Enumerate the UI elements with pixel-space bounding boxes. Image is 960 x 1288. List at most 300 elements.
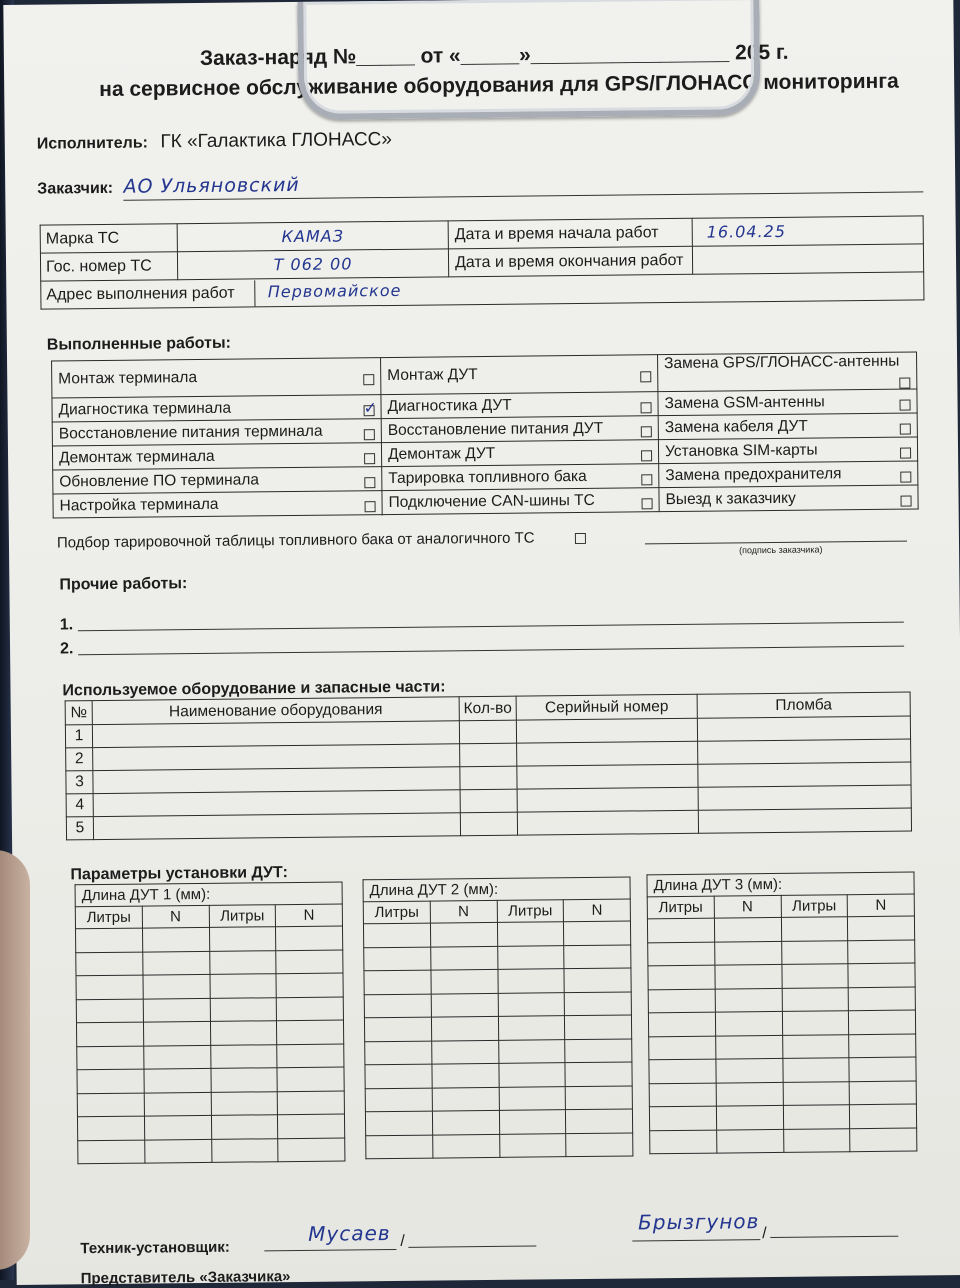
work-item-label: Диагностика терминала — [58, 399, 232, 418]
dut-cell[interactable] — [783, 1081, 850, 1105]
dut-row — [76, 1020, 343, 1046]
end-label: Дата и время окончания работ — [448, 246, 692, 277]
dut-table-3 — [646, 872, 917, 1155]
executor-label: Исполнитель: — [36, 134, 149, 153]
dut-cell[interactable] — [782, 987, 849, 1011]
dut-cell[interactable] — [497, 922, 564, 946]
work-item — [382, 488, 659, 515]
dut-cell[interactable] — [850, 1128, 917, 1152]
dut-col-liters: Литры — [209, 905, 276, 928]
dut-row — [649, 1104, 916, 1130]
dut-row — [648, 1010, 915, 1036]
customer-representative-label: Представитель «Заказчика» — [80, 1268, 291, 1288]
equipment-cell[interactable] — [460, 766, 517, 790]
work-item — [658, 437, 917, 464]
work-item — [52, 443, 381, 470]
work-item-label: Выезд к заказчику — [665, 489, 796, 508]
work-item — [381, 440, 658, 467]
work-item-checkbox[interactable] — [641, 402, 652, 413]
executor-value: ГК «Галактика ГЛОНАСС» — [160, 128, 393, 153]
dut-col-n: N — [563, 899, 630, 922]
dut-row — [77, 1090, 344, 1116]
dut-cell[interactable] — [77, 1093, 144, 1117]
dut-cell[interactable] — [782, 1011, 849, 1035]
work-item — [381, 392, 658, 419]
dut-cell[interactable] — [565, 1062, 632, 1086]
work-item-label: Демонтаж ДУТ — [387, 444, 496, 463]
order-year-suffix: 5 г. — [758, 40, 789, 65]
dut-row — [647, 916, 914, 942]
dut-row — [76, 997, 343, 1023]
dut-cell[interactable] — [364, 947, 431, 971]
equipment-cell[interactable] — [516, 718, 697, 743]
equipment-cell[interactable] — [460, 743, 517, 767]
other-work-2-number: 2. — [59, 640, 74, 658]
work-item — [658, 352, 917, 392]
work-item — [53, 467, 382, 494]
dut-cell[interactable] — [715, 1035, 782, 1059]
dut-cell[interactable] — [498, 1039, 565, 1063]
plate-label: Гос. номер ТС — [40, 252, 177, 281]
work-item — [381, 355, 658, 395]
equipment-row-number: 2 — [66, 748, 93, 771]
equipment-cell[interactable] — [460, 789, 517, 813]
dut-cell[interactable] — [277, 1020, 344, 1044]
dut-cell[interactable] — [716, 1082, 783, 1106]
dut-row — [649, 1034, 916, 1060]
dut-row — [76, 950, 343, 976]
dut-cell[interactable] — [430, 922, 497, 946]
equipment-cell[interactable] — [517, 741, 698, 766]
dut-cell[interactable] — [76, 928, 143, 952]
dut-cell[interactable] — [365, 1041, 432, 1065]
equipment-cell[interactable] — [93, 813, 460, 840]
work-item-checkbox[interactable] — [363, 374, 374, 385]
dut-header-row — [647, 894, 914, 919]
equipment-heading: Используемое оборудование и запасные части: — [62, 678, 446, 700]
dut-cell[interactable] — [142, 951, 209, 975]
dut-cell[interactable] — [430, 946, 497, 970]
customer-row — [37, 174, 300, 199]
dut-cell[interactable] — [143, 974, 210, 998]
dut-cell[interactable] — [278, 1137, 345, 1161]
equipment-cell[interactable] — [460, 812, 517, 836]
work-item — [382, 464, 659, 491]
dut-cell[interactable] — [498, 1016, 565, 1040]
dut-cell[interactable] — [432, 1087, 499, 1111]
dut-cell[interactable] — [782, 1058, 849, 1082]
equipment-column-header: Наименование оборудования — [92, 697, 459, 725]
dut-cell[interactable] — [142, 927, 209, 951]
dut-cell[interactable] — [848, 987, 915, 1011]
dut-cell[interactable] — [276, 950, 343, 974]
other-work-1-line[interactable] — [78, 622, 904, 632]
equipment-cell[interactable] — [698, 762, 911, 787]
technician-name[interactable]: Брызгунов — [637, 1209, 760, 1235]
dut-cell[interactable] — [276, 997, 343, 1021]
dut-title: Длина ДУТ 1 (мм): — [75, 882, 342, 907]
dut-cell[interactable] — [143, 998, 210, 1022]
dut-cell[interactable] — [210, 1068, 277, 1092]
dut-cell[interactable] — [77, 1116, 144, 1140]
dut-cell[interactable] — [565, 1015, 632, 1039]
dut-cell[interactable] — [277, 1067, 344, 1091]
dut-row — [364, 1015, 631, 1041]
dut-cell[interactable] — [432, 1063, 499, 1087]
dut-row — [365, 1038, 632, 1064]
dut-table-2 — [362, 876, 633, 1159]
dut-row — [366, 1132, 633, 1158]
dut-cell[interactable] — [365, 1111, 432, 1135]
executor-row — [37, 129, 392, 155]
dut-cell[interactable] — [565, 1085, 632, 1109]
dut-cell[interactable] — [781, 917, 848, 941]
address-value[interactable]: Первомайское — [267, 280, 402, 301]
equipment-cell[interactable] — [698, 739, 911, 764]
dut-cell[interactable] — [714, 917, 781, 941]
work-item — [658, 389, 917, 416]
brand-label: Марка ТС — [40, 224, 177, 253]
work-item-label: Монтаж терминала — [58, 369, 198, 388]
clipboard-clip — [297, 0, 760, 120]
work-order-sheet — [3, 0, 960, 1288]
work-item-label: Замена GPS/ГЛОНАСС-антенны — [664, 352, 900, 373]
dut-col-liters: Литры — [497, 900, 564, 923]
dut-col-n: N — [276, 904, 343, 927]
equipment-cell[interactable] — [517, 810, 698, 835]
dut-cell[interactable] — [210, 1044, 277, 1068]
dut-cell[interactable] — [278, 1114, 345, 1138]
technician-label: Техник-установщик: — [80, 1238, 230, 1258]
dut-row — [77, 1067, 344, 1093]
thumb — [0, 850, 30, 1270]
dut-row — [648, 987, 915, 1013]
dut-cell[interactable] — [649, 1036, 716, 1060]
dut-cell[interactable] — [648, 1012, 715, 1036]
work-item-checkbox[interactable] — [641, 426, 652, 437]
equipment-row-number: 4 — [66, 794, 93, 817]
dut-cell[interactable] — [498, 992, 565, 1016]
work-item-checkbox[interactable] — [641, 474, 652, 485]
dut-cell[interactable] — [715, 988, 782, 1012]
dut-cell[interactable] — [650, 1130, 717, 1154]
dut-cell[interactable] — [781, 964, 848, 988]
equipment-cell[interactable] — [697, 716, 910, 741]
dut-cell[interactable] — [783, 1128, 850, 1152]
order-title-line2: на сервисное обслуживание оборудования для GPS/ГЛОНАСС мониторинга — [99, 69, 899, 102]
dut-cell[interactable] — [648, 942, 715, 966]
dut-cell[interactable] — [77, 1069, 144, 1093]
dut-header-row — [75, 904, 342, 929]
start-value[interactable]: 16.04.25 — [692, 216, 923, 246]
dut-title-row — [75, 882, 342, 907]
work-item-label: Установка SIM-карты — [664, 441, 818, 460]
work-item-checkbox[interactable] — [365, 501, 376, 512]
work-item-label: Замена предохранителя — [665, 464, 842, 484]
dut-cell[interactable] — [781, 940, 848, 964]
work-item-label: Восстановление питания терминала — [58, 422, 323, 442]
dut-row — [648, 940, 915, 966]
dut-cell[interactable] — [649, 1083, 716, 1107]
dut-cell[interactable] — [715, 1011, 782, 1035]
dut-cell[interactable] — [849, 1081, 916, 1105]
work-item — [52, 419, 381, 446]
technician-name-line-2 — [632, 1239, 760, 1241]
work-item — [53, 491, 382, 518]
dut-row — [365, 1109, 632, 1135]
equipment-cell[interactable] — [698, 808, 911, 833]
work-item-checkbox[interactable] — [900, 399, 911, 410]
dut-header-row — [363, 899, 630, 924]
work-item — [381, 416, 658, 443]
work-item-label: Тарировка топливного бака — [388, 467, 587, 487]
dut-cell[interactable] — [364, 970, 431, 994]
dut-cell[interactable] — [850, 1104, 917, 1128]
dut-cell[interactable] — [211, 1115, 278, 1139]
dut-cell[interactable] — [431, 993, 498, 1017]
dut-col-liters: Литры — [363, 901, 430, 924]
equipment-cell[interactable] — [459, 720, 516, 744]
dut-cell[interactable] — [648, 965, 715, 989]
dut-cell[interactable] — [649, 1106, 716, 1130]
dut-cell[interactable] — [564, 968, 631, 992]
dut-cell[interactable] — [78, 1140, 145, 1164]
dut-row — [365, 1062, 632, 1088]
work-item — [659, 461, 918, 488]
equipment-row-number: 1 — [65, 725, 92, 748]
dut-col-n: N — [847, 894, 914, 917]
dut-cell[interactable] — [715, 964, 782, 988]
dut-cell[interactable] — [210, 1021, 277, 1045]
work-item-checkbox[interactable] — [364, 429, 375, 440]
dut-cell[interactable] — [564, 991, 631, 1015]
equipment-column-header: Пломба — [697, 692, 910, 718]
dut-cell[interactable] — [716, 1105, 783, 1129]
vehicle-info-table — [40, 215, 925, 309]
dut-cell[interactable] — [143, 1021, 210, 1045]
dut-col-n: N — [714, 895, 781, 918]
brand-value[interactable]: КАМАЗ — [177, 221, 448, 252]
other-work-2-line[interactable] — [78, 646, 904, 656]
dut-col-liters: Литры — [75, 906, 142, 929]
technician-name-line-3 — [770, 1236, 898, 1238]
dut-cell[interactable] — [564, 921, 631, 945]
dut-cell[interactable] — [144, 1139, 211, 1163]
dut-cell[interactable] — [849, 1010, 916, 1034]
dut-cell[interactable] — [76, 952, 143, 976]
dut-cell[interactable] — [144, 1092, 211, 1116]
work-item-checkbox[interactable] — [640, 371, 651, 382]
dut-cell[interactable] — [276, 973, 343, 997]
dut-cell[interactable] — [365, 1064, 432, 1088]
dut-table-1 — [75, 882, 346, 1165]
work-item-label: Замена GSM-антенны — [664, 392, 825, 412]
start-label: Дата и время начала работ — [448, 218, 692, 249]
dut-row — [76, 926, 343, 952]
dut-cell[interactable] — [432, 1110, 499, 1134]
dut-cell[interactable] — [716, 1058, 783, 1082]
works-heading: Выполненные работы: — [46, 334, 232, 354]
equipment-column-header: Кол-во — [459, 696, 516, 721]
order-number-date: Заказ-наряд №_____ от «_____»_________________ 20 — [199, 41, 759, 70]
work-item-label: Восстановление питания ДУТ — [387, 419, 604, 439]
dut-row — [364, 991, 631, 1017]
dut-cell[interactable] — [364, 1017, 431, 1041]
equipment-table — [65, 692, 912, 841]
dut-row — [648, 963, 915, 989]
dut-row — [365, 1085, 632, 1111]
work-item-checkbox[interactable] — [900, 447, 911, 458]
work-item — [658, 413, 917, 440]
equipment-cell[interactable] — [698, 785, 911, 810]
dut-cell[interactable] — [210, 997, 277, 1021]
dut-cell[interactable] — [716, 1129, 783, 1153]
dut-row — [649, 1081, 916, 1107]
dut-cell[interactable] — [364, 994, 431, 1018]
dut-cell[interactable] — [849, 1057, 916, 1081]
dut-cell[interactable] — [209, 927, 276, 951]
work-item-checkbox[interactable] — [899, 378, 910, 389]
work-item-label: Подключение CAN-шины ТС — [388, 491, 595, 511]
dut-cell[interactable] — [566, 1109, 633, 1133]
address-label: Адрес выполнения работ — [41, 280, 255, 308]
other-works-heading: Прочие работы: — [59, 575, 188, 594]
dut-cell[interactable] — [144, 1115, 211, 1139]
dut-cell[interactable] — [647, 918, 714, 942]
dut-cell[interactable] — [432, 1134, 499, 1158]
dut-cell[interactable] — [848, 940, 915, 964]
dut-cell[interactable] — [277, 1044, 344, 1068]
dut-cell[interactable] — [499, 1110, 566, 1134]
dut-cell[interactable] — [366, 1135, 433, 1159]
work-item-checkbox[interactable] — [641, 450, 652, 461]
dut-cell[interactable] — [209, 950, 276, 974]
customer-signature-line[interactable] — [645, 541, 907, 545]
dut-title-row — [363, 877, 630, 902]
equipment-row-number: 5 — [66, 817, 93, 840]
work-item-checkbox[interactable] — [900, 423, 911, 434]
dut-cell[interactable] — [497, 969, 564, 993]
dut-row — [78, 1137, 345, 1163]
dut-cell[interactable] — [76, 999, 143, 1023]
work-item-checkbox[interactable] — [364, 405, 375, 416]
dut-cell[interactable] — [498, 1063, 565, 1087]
dut-cell[interactable] — [648, 989, 715, 1013]
dut-cell[interactable] — [363, 923, 430, 947]
dut-cell[interactable] — [77, 1046, 144, 1070]
dut-cell[interactable] — [144, 1068, 211, 1092]
work-item-checkbox[interactable] — [364, 453, 375, 464]
work-item-checkbox[interactable] — [900, 471, 911, 482]
dut-cell[interactable] — [76, 1022, 143, 1046]
dut-cell[interactable] — [714, 941, 781, 965]
dut-title-row — [647, 872, 914, 897]
tank-table-row — [57, 529, 586, 552]
equipment-cell[interactable] — [517, 764, 698, 789]
dut-cell[interactable] — [431, 969, 498, 993]
dut-row — [76, 973, 343, 999]
technician-name-line-1 — [408, 1245, 536, 1247]
dut-row — [650, 1128, 917, 1154]
slash-2: / — [762, 1225, 767, 1243]
dut-cell[interactable] — [564, 944, 631, 968]
dut-cell[interactable] — [499, 1133, 566, 1157]
equipment-column-header: Серийный номер — [516, 694, 697, 720]
dut-cell[interactable] — [431, 1016, 498, 1040]
plate-value[interactable]: Т 062 00 — [177, 249, 448, 280]
work-item — [659, 485, 918, 512]
dut-row — [649, 1057, 916, 1083]
dut-col-liters: Литры — [781, 895, 848, 918]
dut-row — [77, 1044, 344, 1070]
dut-cell[interactable] — [849, 1034, 916, 1058]
dut-cell[interactable] — [276, 926, 343, 950]
dut-title: Длина ДУТ 2 (мм): — [363, 877, 630, 902]
dut-cell[interactable] — [783, 1105, 850, 1129]
dut-col-n: N — [142, 905, 209, 928]
tank-table-label: Подбор тарировочной таблицы топливного бака от аналогичного ТС — [56, 529, 535, 552]
work-item-label: Замена кабеля ДУТ — [664, 417, 808, 436]
dut-col-liters: Литры — [647, 896, 714, 919]
dut-cell[interactable] — [211, 1091, 278, 1115]
works-table — [51, 351, 919, 518]
dut-cell[interactable] — [209, 974, 276, 998]
work-item — [52, 358, 381, 398]
dut-cell[interactable] — [277, 1090, 344, 1114]
technician-sign-line — [264, 1249, 396, 1251]
dut-cell[interactable] — [497, 945, 564, 969]
dut-cell[interactable] — [566, 1132, 633, 1156]
dut-cell[interactable] — [499, 1086, 566, 1110]
dut-heading: Параметры установки ДУТ: — [70, 864, 288, 884]
slash-1: / — [400, 1232, 405, 1250]
dut-cell[interactable] — [848, 916, 915, 940]
dut-cell[interactable] — [782, 1034, 849, 1058]
equipment-column-header: № — [65, 701, 92, 725]
work-item-label: Демонтаж терминала — [58, 447, 215, 466]
work-item-label: Обновление ПО терминала — [59, 470, 260, 490]
dut-cell[interactable] — [431, 1040, 498, 1064]
work-item-label: Настройка терминала — [59, 495, 219, 514]
dut-cell[interactable] — [143, 1045, 210, 1069]
dut-row — [363, 921, 630, 947]
dut-cell[interactable] — [848, 963, 915, 987]
equipment-cell[interactable] — [517, 787, 698, 812]
dut-col-n: N — [430, 900, 497, 923]
work-item — [52, 395, 381, 422]
work-item-checkbox[interactable] — [642, 498, 653, 509]
end-value[interactable] — [692, 244, 923, 274]
tank-table-checkbox[interactable] — [575, 532, 586, 543]
customer-value[interactable]: АО Ульяновский — [123, 173, 300, 198]
dut-cell[interactable] — [365, 1088, 432, 1112]
dut-row — [364, 944, 631, 970]
signature-caption: (подпись заказчика) — [739, 544, 823, 556]
dut-row — [364, 968, 631, 994]
dut-cell[interactable] — [76, 975, 143, 999]
work-item-label: Монтаж ДУТ — [387, 366, 478, 385]
other-work-1-number: 1. — [59, 616, 74, 634]
equipment-row-number: 3 — [66, 771, 93, 794]
work-item-checkbox[interactable] — [364, 477, 375, 488]
dut-cell[interactable] — [211, 1138, 278, 1162]
work-item-checkbox[interactable] — [901, 495, 912, 506]
technician-signature[interactable]: Мусаев — [308, 1221, 391, 1246]
dut-cell[interactable] — [565, 1038, 632, 1062]
dut-row — [77, 1114, 344, 1140]
work-item-label: Диагностика ДУТ — [387, 396, 512, 415]
dut-cell[interactable] — [649, 1059, 716, 1083]
